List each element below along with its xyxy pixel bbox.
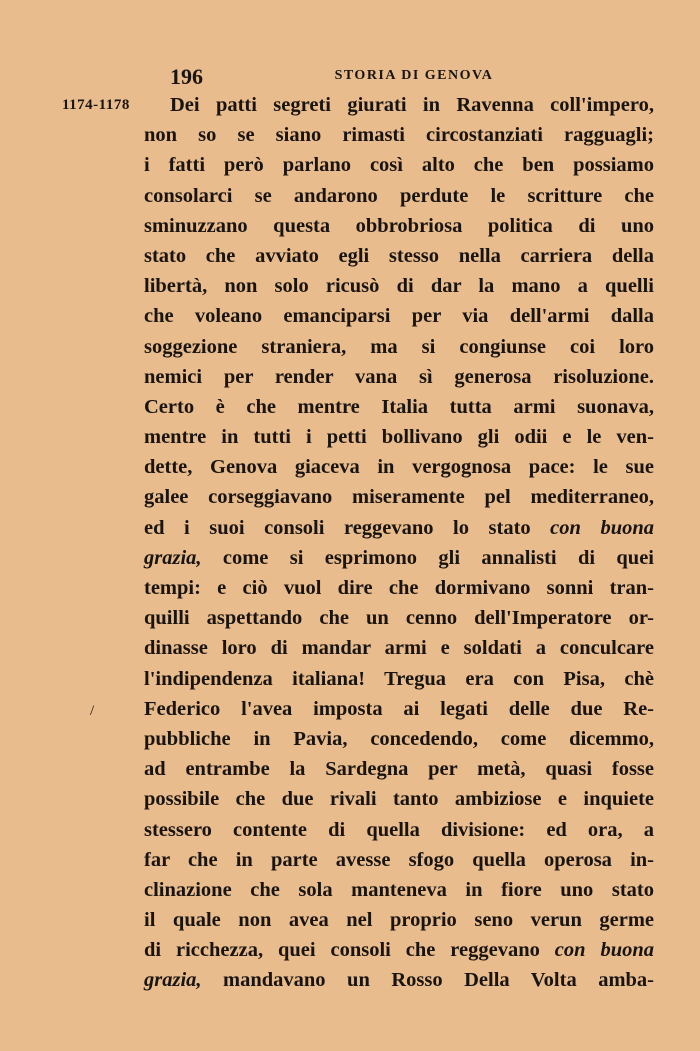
text-line: soggezione straniera, ma si congiunse coi loro xyxy=(144,335,654,358)
text-line: clinazione che sola manteneva in fiore uno stato xyxy=(144,878,654,901)
running-title: STORIA DI GENOVA xyxy=(334,68,494,83)
text-line: quilli aspettando che un cenno dell'Imperatore or- xyxy=(144,607,654,630)
text-line: non so se siano rimasti circostanziati ragguagli; xyxy=(144,124,654,147)
text-run: ed i suoi consoli reggevano lo stato xyxy=(144,516,551,539)
text-line: dette, Genova giaceva in vergognosa pace: le sue xyxy=(144,456,654,479)
italic-phrase: grazia, xyxy=(144,969,202,992)
text-run: come si esprimono gli annalisti di quei xyxy=(201,546,654,569)
text-line: Dei patti segreti giurati in Ravenna coll'impero, xyxy=(170,94,654,116)
page-header xyxy=(170,64,658,88)
text-line xyxy=(144,965,654,995)
italic-phrase: con buona xyxy=(550,516,654,539)
text-line xyxy=(144,543,654,573)
text-line: il quale non avea nel proprio seno verun germe xyxy=(144,909,654,932)
text-line: libertà, non solo ricusò di dar la mano a quelli xyxy=(144,275,654,298)
text-line: che voleano emanciparsi per via dell'armi dalla xyxy=(144,305,654,328)
text-line: stato che avviato egli stesso nella carriera della xyxy=(144,244,654,267)
text-line: nemici per render vana sì generosa risoluzione. xyxy=(144,365,654,388)
text-line xyxy=(144,513,654,543)
text-line: tempi: e ciò vuol dire che dormivano sonni tran- xyxy=(144,577,654,599)
body-text xyxy=(144,90,654,996)
text-line: galee corseggiavano miseramente pel mediterraneo, xyxy=(144,486,654,509)
text-line: mentre in tutti i petti bollivano gli odii e le ven- xyxy=(144,426,654,449)
text-line: i fatti però parlano così alto che ben possiamo xyxy=(144,154,654,177)
text-line: Certo è che mentre Italia tutta armi suonava, xyxy=(144,395,654,418)
text-line: ad entrambe la Sardegna per metà, quasi fosse xyxy=(144,758,654,781)
text-run: mandavano un Rosso Della Volta amba- xyxy=(201,969,654,992)
text-line: far che in parte avesse sfogo quella operosa in- xyxy=(144,848,654,871)
page-number: 196 xyxy=(170,64,203,89)
margin-mark: / xyxy=(90,703,95,719)
margin-date-note: 1174-1178 xyxy=(62,97,130,113)
italic-phrase: con buona xyxy=(554,939,654,962)
text-run: di ricchezza, quei consoli che reggevano xyxy=(144,939,555,962)
text-line: stessero contente di quella divisione: ed ora, a xyxy=(144,818,654,841)
text-line: possibile che due rivali tanto ambiziose e inquiete xyxy=(144,788,654,811)
text-line: l'indipendenza italiana! Tregua era con Pisa, chè xyxy=(144,667,654,690)
text-line: dinasse loro di mandar armi e soldati a conculcare xyxy=(144,637,654,660)
text-line: consolarci se andarono perdute le scritture che xyxy=(144,184,654,207)
text-line: pubbliche in Pavia, concedendo, come dicemmo, xyxy=(144,727,654,750)
text-line: sminuzzano questa obbrobriosa politica di uno xyxy=(144,214,654,237)
italic-phrase: grazia, xyxy=(144,546,202,569)
text-line: Federico l'avea imposta ai legati delle due Re- xyxy=(144,697,654,720)
text-line xyxy=(144,935,654,965)
